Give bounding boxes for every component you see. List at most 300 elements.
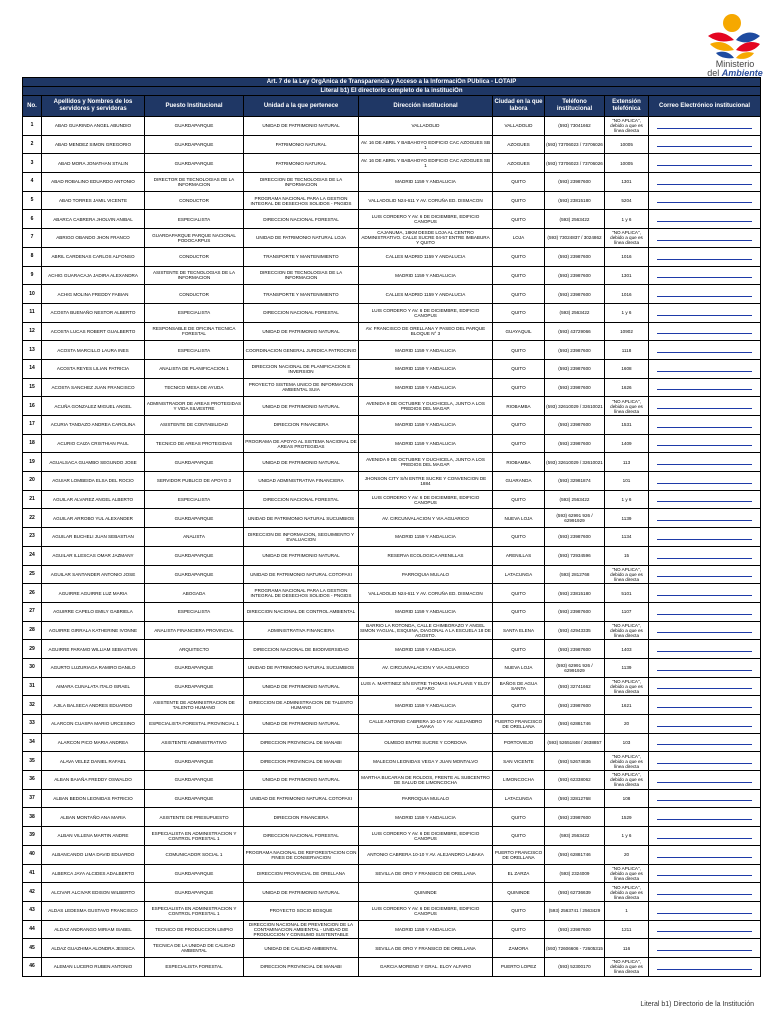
cell-address: JHONSON CITY S/N ENTRE SUCRE Y CONVENCION DE 1884: [359, 472, 493, 491]
cell-email-link[interactable]: [649, 546, 761, 565]
cell-city: QUITO: [493, 490, 545, 509]
cell-unit: PATRIMONIO NATURAL: [244, 135, 359, 154]
cell-email-link[interactable]: [649, 397, 761, 416]
cell-employee-name: AIMARA CUNALATA ITALO ISRAEL: [42, 677, 145, 696]
table-row: [23, 808, 761, 827]
cell-row-number: 42: [23, 883, 42, 902]
cell-extension: 20: [605, 845, 649, 864]
cell-position: CONDUCTOR: [145, 285, 244, 304]
cell-email-link[interactable]: [649, 154, 761, 173]
cell-city: QUININDE: [493, 883, 545, 902]
cell-email-link[interactable]: [649, 864, 761, 883]
cell-phone: (593) 2563422: [545, 827, 605, 846]
cell-phone: (593) 62991 926 / 62991929: [545, 509, 605, 528]
cell-address: MADRID 1159 Y ANDALUCIA: [359, 920, 493, 939]
cell-city: RIOBAMBA: [493, 453, 545, 472]
cell-email-link[interactable]: [649, 416, 761, 435]
cell-extension: 1107: [605, 602, 649, 621]
cell-email-link[interactable]: [649, 359, 761, 378]
cell-city: ARENILLAS: [493, 546, 545, 565]
cell-email-link[interactable]: [649, 453, 761, 472]
cell-position: ESPECIALISTA: [145, 341, 244, 360]
cell-employee-name: ABAD MORA JONATHAN STALIN: [42, 154, 145, 173]
cell-position: GUARDAPARQUE: [145, 658, 244, 677]
cell-address: SEVILLA DE ORO Y FRANSICO DE ORELLANA: [359, 864, 493, 883]
cell-position: GUARDAPARQUE PARQUE NACIONAL PODOCARPUS: [145, 229, 244, 248]
cell-email-link[interactable]: [649, 247, 761, 266]
header-phone: Teléfono institucional: [545, 96, 605, 117]
cell-employee-name: ACOSTA BUENAÑO NESTOR ALBERTO: [42, 303, 145, 322]
table-row: [23, 621, 761, 640]
cell-unit: DIRECCION NACIONAL FORESTAL: [244, 210, 359, 229]
cell-phone: (593) 2324009: [545, 864, 605, 883]
table-row: [23, 191, 761, 210]
directory-table: [22, 77, 761, 977]
cell-unit: DIRECCION NACIONAL FORESTAL: [244, 827, 359, 846]
cell-address: CALLE ANTONIO CABRERA 10-10 Y AV. ALEJANDRO LAVAKA: [359, 715, 493, 734]
cell-employee-name: ALDAS LEDESMA GUSTAVO FRANCISCO: [42, 901, 145, 920]
cell-city: QUITO: [493, 191, 545, 210]
cell-address: VALLADOLID N24-611 Y AV. CORUÑA ED. DISMACON: [359, 584, 493, 603]
cell-unit: UNIDAD DE PATRIMONIO NATURAL: [244, 117, 359, 136]
cell-row-number: 12: [23, 322, 42, 341]
cell-email-link[interactable]: [649, 584, 761, 603]
cell-address: OLMEDO ENTRE SUCRE Y CORDOVA: [359, 733, 493, 752]
table-row: [23, 378, 761, 397]
cell-employee-name: ALBAN MONTAÑO ANA MARIA: [42, 808, 145, 827]
cell-position: TECNICO DE PRODUCCION LIMPIO: [145, 920, 244, 939]
cell-position: ESPECIALISTA: [145, 602, 244, 621]
cell-email-link[interactable]: [649, 322, 761, 341]
cell-extension: "NO APLICA", debido a que es línea directa: [605, 229, 649, 248]
cell-city: QUITO: [493, 434, 545, 453]
table-row: [23, 509, 761, 528]
cell-city: QUITO: [493, 173, 545, 192]
cell-city: QUITO: [493, 640, 545, 659]
cell-position: GUARDAPARQUE: [145, 677, 244, 696]
cell-row-number: 41: [23, 864, 42, 883]
cell-city: QUITO: [493, 416, 545, 435]
cell-email-link[interactable]: [649, 808, 761, 827]
cell-city: AZOGUES: [493, 135, 545, 154]
cell-extension: 1139: [605, 509, 649, 528]
cell-position: GUARDAPARQUE: [145, 565, 244, 584]
cell-row-number: 46: [23, 957, 42, 976]
cell-city: QUITO: [493, 303, 545, 322]
cell-email-link[interactable]: [649, 378, 761, 397]
cell-position: TECNICO DE AREAS PROTEGIDAS: [145, 434, 244, 453]
cell-address: PARROQUIA MULALO: [359, 565, 493, 584]
cell-row-number: 19: [23, 453, 42, 472]
cell-position: ASISTENTE ADMINISTRATIVO: [145, 733, 244, 752]
cell-employee-name: ALBERCA JAYA ALCIDES ADALBERTO: [42, 864, 145, 883]
cell-employee-name: AGUIRRE CAPELO EMILY GABRIELA: [42, 602, 145, 621]
cell-extension: 5101: [605, 584, 649, 603]
cell-address: LUIS CORDERO Y AV. 6 DE DICIEMBRE, EDIFICIO CANOPUS: [359, 303, 493, 322]
table-row: [23, 285, 761, 304]
cell-extension: 1 y 6: [605, 490, 649, 509]
cell-unit: UNIDAD DE PATRIMONIO NATURAL: [244, 771, 359, 790]
table-row: [23, 733, 761, 752]
table-row: [23, 247, 761, 266]
cell-city: PORTOVIEJO: [493, 733, 545, 752]
cell-email-link[interactable]: [649, 715, 761, 734]
cell-phone: (593) 62338062: [545, 771, 605, 790]
cell-email-link[interactable]: [649, 957, 761, 976]
cell-extension: "NO APLICA", debido a que es línea directa: [605, 771, 649, 790]
cell-email-link[interactable]: [649, 229, 761, 248]
cell-employee-name: AGUALSACA GUAMBO SEGUNDO JOSE: [42, 453, 145, 472]
cell-unit: DIRECCION PROVINCIAL DE MANABI: [244, 957, 359, 976]
cell-extension: 1134: [605, 528, 649, 547]
cell-unit: UNIDAD DE CALIDAD AMBIENTAL: [244, 939, 359, 958]
cell-city: GUAYAQUIL: [493, 322, 545, 341]
table-row: [23, 154, 761, 173]
cell-unit: DIRECCION DE TECNOLOGIAS DE LA INFORMACION: [244, 266, 359, 285]
cell-extension: "NO APLICA", debido a que es línea directa: [605, 621, 649, 640]
cell-email-link[interactable]: [649, 752, 761, 771]
cell-position: GUARDAPARQUE: [145, 453, 244, 472]
cell-employee-name: ACURIA TANDAZO ANDREA CAROLINA: [42, 416, 145, 435]
cell-email-link[interactable]: [649, 509, 761, 528]
table-row: [23, 920, 761, 939]
cell-extension: 1301: [605, 173, 649, 192]
cell-address: PARROQUIA MULALO: [359, 789, 493, 808]
cell-extension: 10005: [605, 135, 649, 154]
table-row: [23, 957, 761, 976]
cell-phone: (593) 42943335: [545, 621, 605, 640]
cell-row-number: 25: [23, 565, 42, 584]
cell-row-number: 38: [23, 808, 42, 827]
cell-city: QUITO: [493, 247, 545, 266]
cell-extension: "NO APLICA", debido a que es línea directa: [605, 677, 649, 696]
table-row: [23, 472, 761, 491]
cell-position: GUARDAPARQUE: [145, 789, 244, 808]
header-city: Ciudad en la que labora: [493, 96, 545, 117]
cell-position: GUARDAPARQUE: [145, 771, 244, 790]
cell-email-link[interactable]: [649, 901, 761, 920]
table-row: [23, 584, 761, 603]
cell-position: DIRECTOR DE TECNOLOGIAS DE LA INFORMACION: [145, 173, 244, 192]
cell-extension: "NO APLICA", debido a que es línea directa: [605, 117, 649, 136]
cell-phone: (593) 43729066: [545, 322, 605, 341]
cell-phone: (593) 23987600: [545, 920, 605, 939]
cell-email-link[interactable]: [649, 920, 761, 939]
table-body: [23, 117, 761, 977]
page-footer: Literal b1) Directorio de la Institución: [640, 1001, 754, 1008]
table-row: [23, 845, 761, 864]
cell-email-link[interactable]: [649, 173, 761, 192]
cell-extension: 1211: [605, 920, 649, 939]
cell-address: MADRID 1159 Y ANDALUCIA: [359, 173, 493, 192]
cell-row-number: 28: [23, 621, 42, 640]
cell-position: ESPECIALISTA EN ADMINISTRACION Y CONTROL FORESTAL 1: [145, 827, 244, 846]
cell-unit: UNIDAD DE PATRIMONIO NATURAL SUCUMBIOS: [244, 658, 359, 677]
header-unit: Unidad a la que pertenece: [244, 96, 359, 117]
cell-address: MADRID 1159 Y ANDALUCIA: [359, 378, 493, 397]
cell-city: LATACUNGA: [493, 789, 545, 808]
cell-employee-name: ALCIVAR ALCIVAR EDISON WILBERTO: [42, 883, 145, 902]
cell-email-link[interactable]: [649, 472, 761, 491]
cell-phone: (593) 32741662: [545, 677, 605, 696]
cell-phone: (593) 23987600: [545, 528, 605, 547]
table-row: [23, 602, 761, 621]
cell-address: MARTHA BUCARAN DE ROLDOS, FRENTE AL SUBCENTRO DE SALUD DE LIMONCOCHA: [359, 771, 493, 790]
cell-phone: (593) 2812768: [545, 565, 605, 584]
cell-phone: (593) 2563741 / 2563429: [545, 901, 605, 920]
cell-address: GARCIA MORENO Y GRAL. ELOY ALFARO: [359, 957, 493, 976]
table-row: [23, 864, 761, 883]
cell-phone: (593) 23815180: [545, 584, 605, 603]
cell-address: AV. CIRCUNVALACION Y VIA AGUARICO: [359, 509, 493, 528]
cell-phone: (593) 32981874: [545, 472, 605, 491]
cell-employee-name: ABAD MENDEZ SIMON GREGORIO: [42, 135, 145, 154]
table-row: [23, 210, 761, 229]
table-row: [23, 135, 761, 154]
logo-text: [702, 60, 768, 78]
cell-phone: (593) 52300170: [545, 957, 605, 976]
cell-city: BAÑOS DE AGUA SANTA: [493, 677, 545, 696]
cell-phone: (593) 62991 926 / 62991929: [545, 658, 605, 677]
cell-position: GUARDAPARQUE: [145, 117, 244, 136]
logo-line-3: Ambiente: [721, 68, 763, 78]
cell-employee-name: ACOSTA REYES LILIAN PATRICIA: [42, 359, 145, 378]
cell-email-link[interactable]: [649, 827, 761, 846]
cell-city: PUERTO FRANCISCO DE ORELLANA: [493, 845, 545, 864]
cell-email-link[interactable]: [649, 640, 761, 659]
cell-position: ANALISTA: [145, 528, 244, 547]
cell-employee-name: ALEMAN LUCERO RUBEN ANTONIO: [42, 957, 145, 976]
cell-position: TECNICA DE LA UNIDAD DE CALIDAD AMBIENTAL: [145, 939, 244, 958]
cell-employee-name: AGURTO LUZURIAGA RAMIRO DANILO: [42, 658, 145, 677]
cell-extension: 1: [605, 901, 649, 920]
table-row: [23, 658, 761, 677]
cell-unit: UNIDAD DE PATRIMONIO NATURAL: [244, 715, 359, 734]
cell-row-number: 24: [23, 546, 42, 565]
cell-phone: (593) 73041662: [545, 117, 605, 136]
cell-row-number: 30: [23, 658, 42, 677]
cell-employee-name: ACOSTA MARCILLO LAURA INES: [42, 341, 145, 360]
cell-email-link[interactable]: [649, 602, 761, 621]
cell-phone: (593) 72934596: [545, 546, 605, 565]
table-row: [23, 266, 761, 285]
cell-row-number: 16: [23, 397, 42, 416]
cell-email-link[interactable]: [649, 565, 761, 584]
cell-position: ANALISTA DE PLANIFICACION 1: [145, 359, 244, 378]
cell-row-number: 7: [23, 229, 42, 248]
cell-employee-name: AGUIRRE AGUIRRE LUZ MARIA: [42, 584, 145, 603]
cell-unit: UNIDAD DE PATRIMONIO NATURAL COTOPAXI: [244, 789, 359, 808]
cell-email-link[interactable]: [649, 135, 761, 154]
cell-employee-name: ALBAN BEDON LEONIDAS PATRICIO: [42, 789, 145, 808]
cell-position: ESPECIALISTA EN ADMINISTRACION Y CONTROL FORESTAL 1: [145, 901, 244, 920]
cell-extension: 113: [605, 453, 649, 472]
cell-unit: DIRECCION NACIONAL FORESTAL: [244, 490, 359, 509]
cell-employee-name: ABAD ROBALINO EDUARDO ANTONIO: [42, 173, 145, 192]
cell-extension: 1608: [605, 359, 649, 378]
cell-row-number: 44: [23, 920, 42, 939]
cell-address: CALLES MADRID 1159 Y ANDALUCIA: [359, 285, 493, 304]
table-row: [23, 640, 761, 659]
cell-unit: DIRECCION PROVINCIAL DE MANABI: [244, 733, 359, 752]
cell-address: RESERVA ECOLOGICA ARENILLAS: [359, 546, 493, 565]
cell-employee-name: ACOSTA SANCHEZ JUAN FRANCISCO: [42, 378, 145, 397]
cell-unit: UNIDAD DE PATRIMONIO NATURAL COTOPAXI: [244, 565, 359, 584]
cell-phone: (593) 32812768: [545, 789, 605, 808]
header-address: Dirección institucional: [359, 96, 493, 117]
cell-email-link[interactable]: [649, 341, 761, 360]
cell-address: MADRID 1159 Y ANDALUCIA: [359, 808, 493, 827]
cell-phone: (593) 32610029 / 32610021: [545, 453, 605, 472]
cell-address: VALLADOLID N24-611 Y AV. CORUÑA ED. DISMACON: [359, 191, 493, 210]
cell-phone: (593) 23987600: [545, 378, 605, 397]
cell-employee-name: ACURIO CAIZA CRISTHIAN PAUL: [42, 434, 145, 453]
cell-extension: "NO APLICA", debido a que es línea directa: [605, 397, 649, 416]
cell-employee-name: AGUIRRE PARAMO WILLIAM SEBASTIAN: [42, 640, 145, 659]
cell-city: QUITO: [493, 359, 545, 378]
cell-email-link[interactable]: [649, 845, 761, 864]
cell-city: NUEVA LOJA: [493, 509, 545, 528]
table-row: [23, 173, 761, 192]
cell-address: AV. 16 DE ABRIL Y BABAHOYO EDIFICIO CAC AZOGUES SB 1: [359, 135, 493, 154]
table-row: [23, 117, 761, 136]
cell-email-link[interactable]: [649, 883, 761, 902]
cell-city: QUITO: [493, 378, 545, 397]
cell-extension: 1139: [605, 658, 649, 677]
cell-row-number: 20: [23, 472, 42, 491]
cell-unit: DIRECCION FINANCIERA: [244, 416, 359, 435]
cell-email-link[interactable]: [649, 939, 761, 958]
cell-extension: "NO APLICA", debido a que es línea directa: [605, 864, 649, 883]
cell-extension: "NO APLICA", debido a que es línea directa: [605, 565, 649, 584]
cell-email-link[interactable]: [649, 733, 761, 752]
cell-email-link[interactable]: [649, 210, 761, 229]
cell-email-link[interactable]: [649, 191, 761, 210]
cell-extension: 1118: [605, 341, 649, 360]
cell-phone: (593) 23987600: [545, 285, 605, 304]
cell-city: LATACUNGA: [493, 565, 545, 584]
cell-email-link[interactable]: [649, 789, 761, 808]
cell-row-number: 34: [23, 733, 42, 752]
cell-row-number: 33: [23, 715, 42, 734]
cell-phone: (593) 23987600: [545, 359, 605, 378]
cell-row-number: 14: [23, 359, 42, 378]
cell-address: MADRID 1159 Y ANDALUCIA: [359, 602, 493, 621]
table-row: [23, 752, 761, 771]
cell-email-link[interactable]: [649, 621, 761, 640]
cell-city: QUITO: [493, 285, 545, 304]
cell-employee-name: ALARCON PICO MARIA ANDREA: [42, 733, 145, 752]
table-row: [23, 341, 761, 360]
cell-city: QUITO: [493, 266, 545, 285]
cell-row-number: 13: [23, 341, 42, 360]
cell-unit: DIRECCION NACIONAL DE CONTROL AMBIENTAL: [244, 602, 359, 621]
cell-position: ASISTENTE DE TECNOLOGIAS DE LA INFORMACION: [145, 266, 244, 285]
cell-phone: (593) 2563422: [545, 210, 605, 229]
cell-position: ARQUITECTO: [145, 640, 244, 659]
table-row: [23, 546, 761, 565]
cell-unit: TRANSPORTE Y MANTENIMIENTO: [244, 285, 359, 304]
header-name: Apellidos y Nombres de los servidores y servidoras: [42, 96, 145, 117]
cell-email-link[interactable]: [649, 434, 761, 453]
cell-position: COMUNICADOR SOCIAL 1: [145, 845, 244, 864]
cell-position: ANALISTA FINANCIERA PROVINCIAL: [145, 621, 244, 640]
cell-address: CAJANUMA, 18KM DESDE LOJA AL CENTRO ADMINISTRATIVO. CALLE SUCRE 04-57 ENTRE IMBABURA Y QUITO: [359, 229, 493, 248]
cell-city: SAN VICENTE: [493, 752, 545, 771]
cell-row-number: 43: [23, 901, 42, 920]
cell-row-number: 37: [23, 789, 42, 808]
cell-row-number: 45: [23, 939, 42, 958]
cell-row-number: 39: [23, 827, 42, 846]
cell-extension: 1409: [605, 434, 649, 453]
cell-unit: DIRECCION DE TECNOLOGIAS DE LA INFORMACION: [244, 173, 359, 192]
cell-unit: DIRECCION NACIONAL FORESTAL: [244, 303, 359, 322]
cell-position: ABOGADA: [145, 584, 244, 603]
cell-position: CONDUCTOR: [145, 247, 244, 266]
cell-row-number: 29: [23, 640, 42, 659]
cell-extension: 1626: [605, 378, 649, 397]
cell-position: GUARDAPARQUE: [145, 509, 244, 528]
cell-row-number: 10: [23, 285, 42, 304]
cell-extension: 1 y 6: [605, 827, 649, 846]
cell-email-link[interactable]: [649, 696, 761, 715]
cell-row-number: 9: [23, 266, 42, 285]
cell-phone: (593) 32610029 / 32610021: [545, 397, 605, 416]
table-row: [23, 771, 761, 790]
cell-city: EL ZARZA: [493, 864, 545, 883]
table-row: [23, 303, 761, 322]
cell-city: PUERTO FRANCISCO DE ORELLANA: [493, 715, 545, 734]
cell-extension: 1529: [605, 808, 649, 827]
cell-email-link[interactable]: [649, 771, 761, 790]
cell-email-link[interactable]: [649, 266, 761, 285]
cell-position: ESPECIALISTA FORESTAL: [145, 957, 244, 976]
cell-email-link[interactable]: [649, 490, 761, 509]
cell-row-number: 26: [23, 584, 42, 603]
cell-city: QUITO: [493, 901, 545, 920]
cell-position: ESPECIALISTA FORESTAL PROVINCIAL 1: [145, 715, 244, 734]
table-row: [23, 789, 761, 808]
cell-address: LUIS A. MARTINEZ S/N ENTRE THOMAS HALFLANS Y ELOY ALFARO: [359, 677, 493, 696]
table-row: [23, 883, 761, 902]
cell-email-link[interactable]: [649, 117, 761, 136]
cell-email-link[interactable]: [649, 528, 761, 547]
cell-row-number: 40: [23, 845, 42, 864]
cell-position: SERVIDOR PUBLICO DE APOYO 3: [145, 472, 244, 491]
cell-unit: PROGRAMA NACIONAL PARA LA GESTION INTEGRAL DE DESECHOS SOLIDOS - PNGIDS: [244, 584, 359, 603]
cell-address: LUIS CORDERO Y AV. 6 DE DICIEMBRE, EDIFICIO CANOPUS: [359, 827, 493, 846]
cell-email-link[interactable]: [649, 285, 761, 304]
cell-phone: (593) 23987600: [545, 247, 605, 266]
cell-phone: (593) 23987600: [545, 341, 605, 360]
cell-phone: (593) 23987600: [545, 640, 605, 659]
cell-phone: (593) 73706023 / 73706026: [545, 154, 605, 173]
cell-position: ASISTENTE DE CONTABILIDAD: [145, 416, 244, 435]
cell-phone: (593) 23987600: [545, 808, 605, 827]
cell-unit: DIRECCION NACIONAL DE BIODIVERSIDAD: [244, 640, 359, 659]
cell-row-number: 27: [23, 602, 42, 621]
cell-city: QUITO: [493, 341, 545, 360]
cell-row-number: 17: [23, 416, 42, 435]
cell-extension: 1621: [605, 696, 649, 715]
cell-unit: DIRECCION PROVINCIAL DE ORELLANA: [244, 864, 359, 883]
header-email: Correo Electrónico institucional: [649, 96, 761, 117]
cell-email-link[interactable]: [649, 658, 761, 677]
cell-address: AV. FRANCISCO DE ORELLANA Y PASEO DEL PARQUE BLOQUE N° 3: [359, 322, 493, 341]
cell-email-link[interactable]: [649, 303, 761, 322]
cell-address: LUIS CORDERO Y AV. 6 DE DICIEMBRE, EDIFICIO CANOPUS: [359, 901, 493, 920]
cell-email-link[interactable]: [649, 677, 761, 696]
